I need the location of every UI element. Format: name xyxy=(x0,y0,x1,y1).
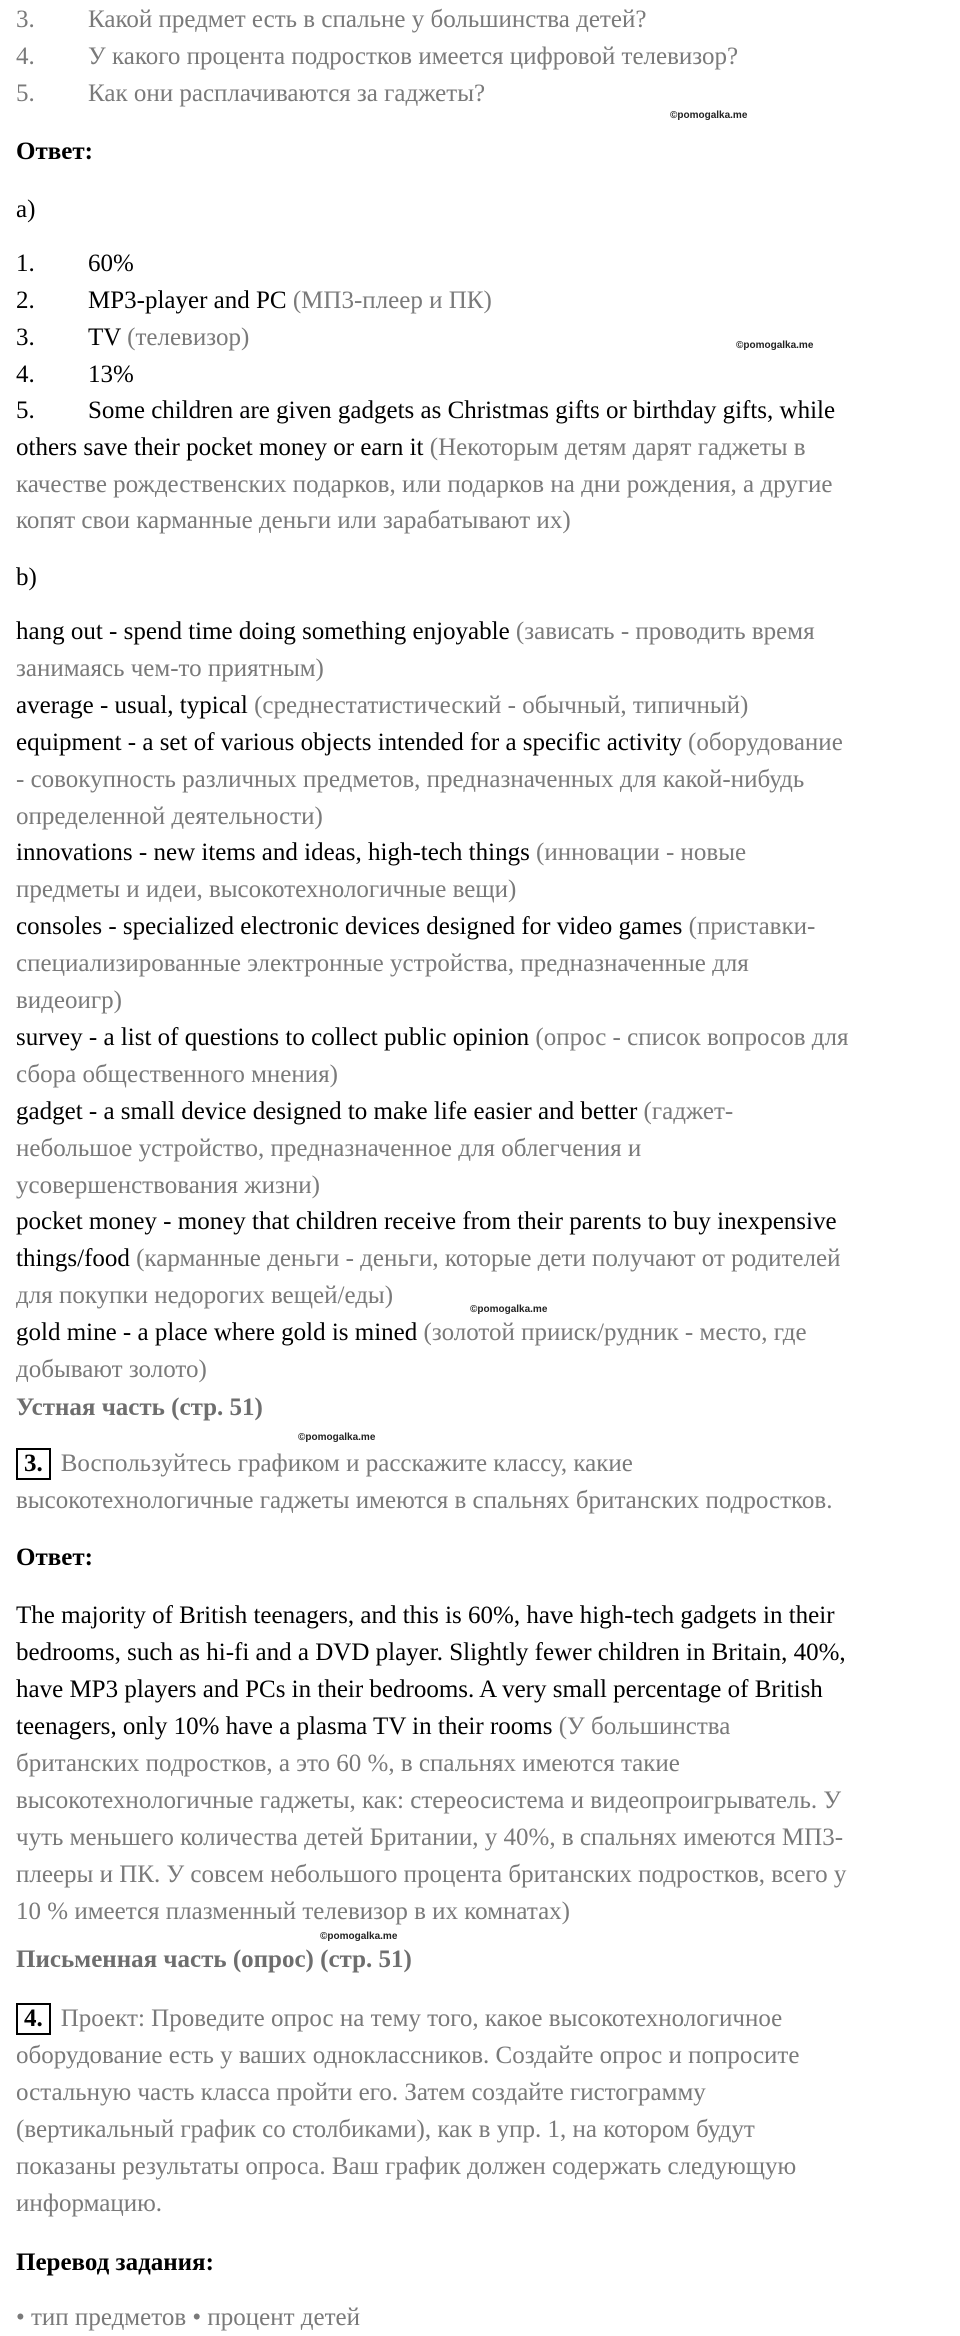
task4-line: 4. Проект: Проведите опрос на тему того, какое высокотехнологичное xyxy=(16,2001,782,2037)
task3-line: высокотехнологичные гаджеты имеются в спальнях британских подростков. xyxy=(16,1487,833,1514)
vocab-term: things/food xyxy=(16,1245,137,1273)
vocab-translation: - совокупность различных предметов, предназначенных для какой-нибудь xyxy=(16,765,805,793)
answer-item: 13% xyxy=(88,361,134,388)
vocab-term: consoles - specialized electronic devices designed for video games xyxy=(16,913,689,941)
task4-line: информацию. xyxy=(16,2190,163,2217)
vocab-line xyxy=(16,1057,338,1093)
vocab-translation: (зависать - проводить время xyxy=(515,618,815,645)
answer-number: 4. xyxy=(16,361,35,388)
vocab-translation: специализированные электронные устройства, предназначенные для xyxy=(16,950,749,978)
answer-number: 2. xyxy=(16,287,35,314)
answer-item: 60% xyxy=(88,250,134,277)
vocab-translation: небольшое устройство, предназначенное для облегчения и xyxy=(16,1134,642,1162)
vocab-translation: занимаясь чем-то приятным) xyxy=(16,654,324,682)
task3-line: 3. Воспользуйтесь графиком и расскажите классу, какие xyxy=(16,1446,633,1482)
vocab-translation: (инновации - новые xyxy=(536,839,747,867)
answer3-line: высокотехнологичные гаджеты, как: стереосистема и видеопроигрыватель. У xyxy=(16,1787,842,1814)
translation-label: Перевод задания: xyxy=(16,2249,214,2276)
task4-line: остальную часть класса пройти его. Затем создайте гистограмму xyxy=(16,2079,706,2106)
watermark: ©pomogalka.me xyxy=(320,1931,398,1942)
answer-item: MP3-player and PC (МП3-плеер и ПК) xyxy=(88,287,492,314)
written-heading: Письменная часть (опрос) (стр. 51) xyxy=(16,1946,412,1973)
vocab-line xyxy=(16,1131,641,1167)
part-a-label: а) xyxy=(16,196,36,223)
vocab-line xyxy=(16,835,746,871)
vocab-line xyxy=(16,1168,320,1204)
vocab-line xyxy=(16,909,815,945)
answer-item: Some children are given gadgets as Christmas gifts or birthday gifts, while xyxy=(88,397,836,424)
question-text: У какого процента подростков имеется цифровой телевизор? xyxy=(88,43,739,70)
task4-line: оборудование есть у ваших одноклассников. Создайте опрос и попросите xyxy=(16,2042,800,2069)
vocab-term: pocket money - money that children receive from their parents to buy inexpensive xyxy=(16,1208,837,1236)
vocab-line xyxy=(16,651,324,687)
vocab-term: equipment - a set of various objects intended for a specific activity xyxy=(16,728,688,756)
vocab-line xyxy=(16,946,749,982)
answer-item-continued: others save their pocket money or earn it (Некоторым детям дарят гаджеты в xyxy=(16,434,806,461)
answer-item-continued: копят свои карманные деньги или зарабатывают их) xyxy=(16,507,571,534)
vocab-translation: предметы и идеи, высокотехнологичные вещи) xyxy=(16,876,517,904)
vocab-translation: добывают золото) xyxy=(16,1356,207,1383)
vocab-line xyxy=(16,1278,393,1314)
vocab-term: gold mine - a place where gold is mined xyxy=(16,1319,424,1347)
vocab-line xyxy=(16,614,815,650)
vocab-line xyxy=(16,872,516,908)
question-number: 4. xyxy=(16,43,35,70)
vocab-translation: для покупки недорогих вещей/еды) xyxy=(16,1282,394,1310)
vocab-translation: сбора общественного мнения) xyxy=(16,1060,338,1088)
answer-number: 1. xyxy=(16,250,35,277)
vocab-line xyxy=(16,1020,848,1056)
vocab-translation: усовершенствования жизни) xyxy=(16,1171,320,1199)
vocab-term: hang out - spend time doing something enjoyable xyxy=(16,618,516,645)
bullet-list: • тип предметов • процент детей xyxy=(16,2304,360,2331)
task3-number-box: 3. xyxy=(16,1448,51,1480)
vocab-translation: (опрос - список вопросов для xyxy=(535,1023,849,1051)
vocab-translation: (золотой прииск/рудник - место, где xyxy=(423,1319,807,1347)
answer3-line: чуть меньшего количества детей Британии, у 40%, в спальнях имеются МП3- xyxy=(16,1824,844,1851)
vocab-translation: (приставки- xyxy=(688,913,816,941)
vocab-line xyxy=(16,1315,807,1351)
question-number: 3. xyxy=(16,6,35,33)
vocab-translation: (среднестатистический - обычный, типичный) xyxy=(254,691,749,719)
answer-item: TV (телевизор) xyxy=(88,324,250,351)
vocab-line xyxy=(16,688,748,724)
answer-number: 5. xyxy=(16,397,35,424)
vocab-line xyxy=(16,1094,733,1130)
answer3-line: bedrooms, such as hi-fi and a DVD player. Slightly fewer children in Britain, 40%, xyxy=(16,1639,846,1666)
answer3-line: плееры и ПК. У совсем небольшого процента британских подростков, всего у xyxy=(16,1861,847,1888)
question-number: 5. xyxy=(16,80,35,107)
answer3-line: have MP3 players and PCs in their bedrooms. A very small percentage of British xyxy=(16,1676,823,1703)
vocab-translation: (оборудование xyxy=(688,728,843,756)
watermark: ©pomogalka.me xyxy=(736,340,814,351)
answer-number: 3. xyxy=(16,324,35,351)
task4-number-box: 4. xyxy=(16,2003,51,2035)
answer-label: Ответ: xyxy=(16,1544,93,1571)
vocab-translation: определенной деятельности) xyxy=(16,802,323,830)
vocab-translation: (гаджет- xyxy=(643,1097,734,1125)
vocab-line xyxy=(16,1241,840,1277)
answer3-line: 10 % имеется плазменный телевизор в их комнатах) xyxy=(16,1898,571,1925)
watermark: ©pomogalka.me xyxy=(298,1432,376,1443)
answer3-line: The majority of British teenagers, and this is 60%, have high-tech gadgets in their xyxy=(16,1602,835,1629)
vocab-term: gadget - a small device designed to make life easier and better xyxy=(16,1097,644,1125)
vocab-term: innovations - new items and ideas, high-tech things xyxy=(16,839,537,867)
vocab-line xyxy=(16,1352,207,1388)
vocab-line xyxy=(16,725,843,761)
vocab-line xyxy=(16,799,323,835)
vocab-term: average - usual, typical xyxy=(16,691,255,719)
watermark: ©pomogalka.me xyxy=(470,1304,548,1315)
vocab-line xyxy=(16,762,804,798)
answer-label: Ответ: xyxy=(16,138,93,165)
task4-line: (вертикальный график со столбиками), как в упр. 1, на котором будут xyxy=(16,2116,755,2143)
vocab-term: survey - a list of questions to collect public opinion xyxy=(16,1023,536,1051)
vocab-line xyxy=(16,1204,837,1240)
answer-item-continued: качестве рождественских подарков, или подарков на дни рождения, а другие xyxy=(16,471,833,498)
part-b-label: b) xyxy=(16,564,37,591)
watermark: ©pomogalka.me xyxy=(670,110,748,121)
oral-heading: Устная часть (стр. 51) xyxy=(16,1394,263,1421)
question-text: Какой предмет есть в спальне у большинства детей? xyxy=(88,6,647,33)
vocab-translation: (карманные деньги - деньги, которые дети получают от родителей xyxy=(136,1245,841,1273)
vocab-translation: видеоигр) xyxy=(16,987,122,1014)
answer3-line: teenagers, only 10% have a plasma TV in their rooms (У большинства xyxy=(16,1713,731,1740)
answer3-line: британских подростков, а это 60 %, в спальнях имеются такие xyxy=(16,1750,680,1777)
vocab-line xyxy=(16,983,122,1019)
question-text: Как они расплачиваются за гаджеты? xyxy=(88,80,486,107)
task4-line: показаны результаты опроса. Ваш график должен содержать следующую xyxy=(16,2153,797,2180)
